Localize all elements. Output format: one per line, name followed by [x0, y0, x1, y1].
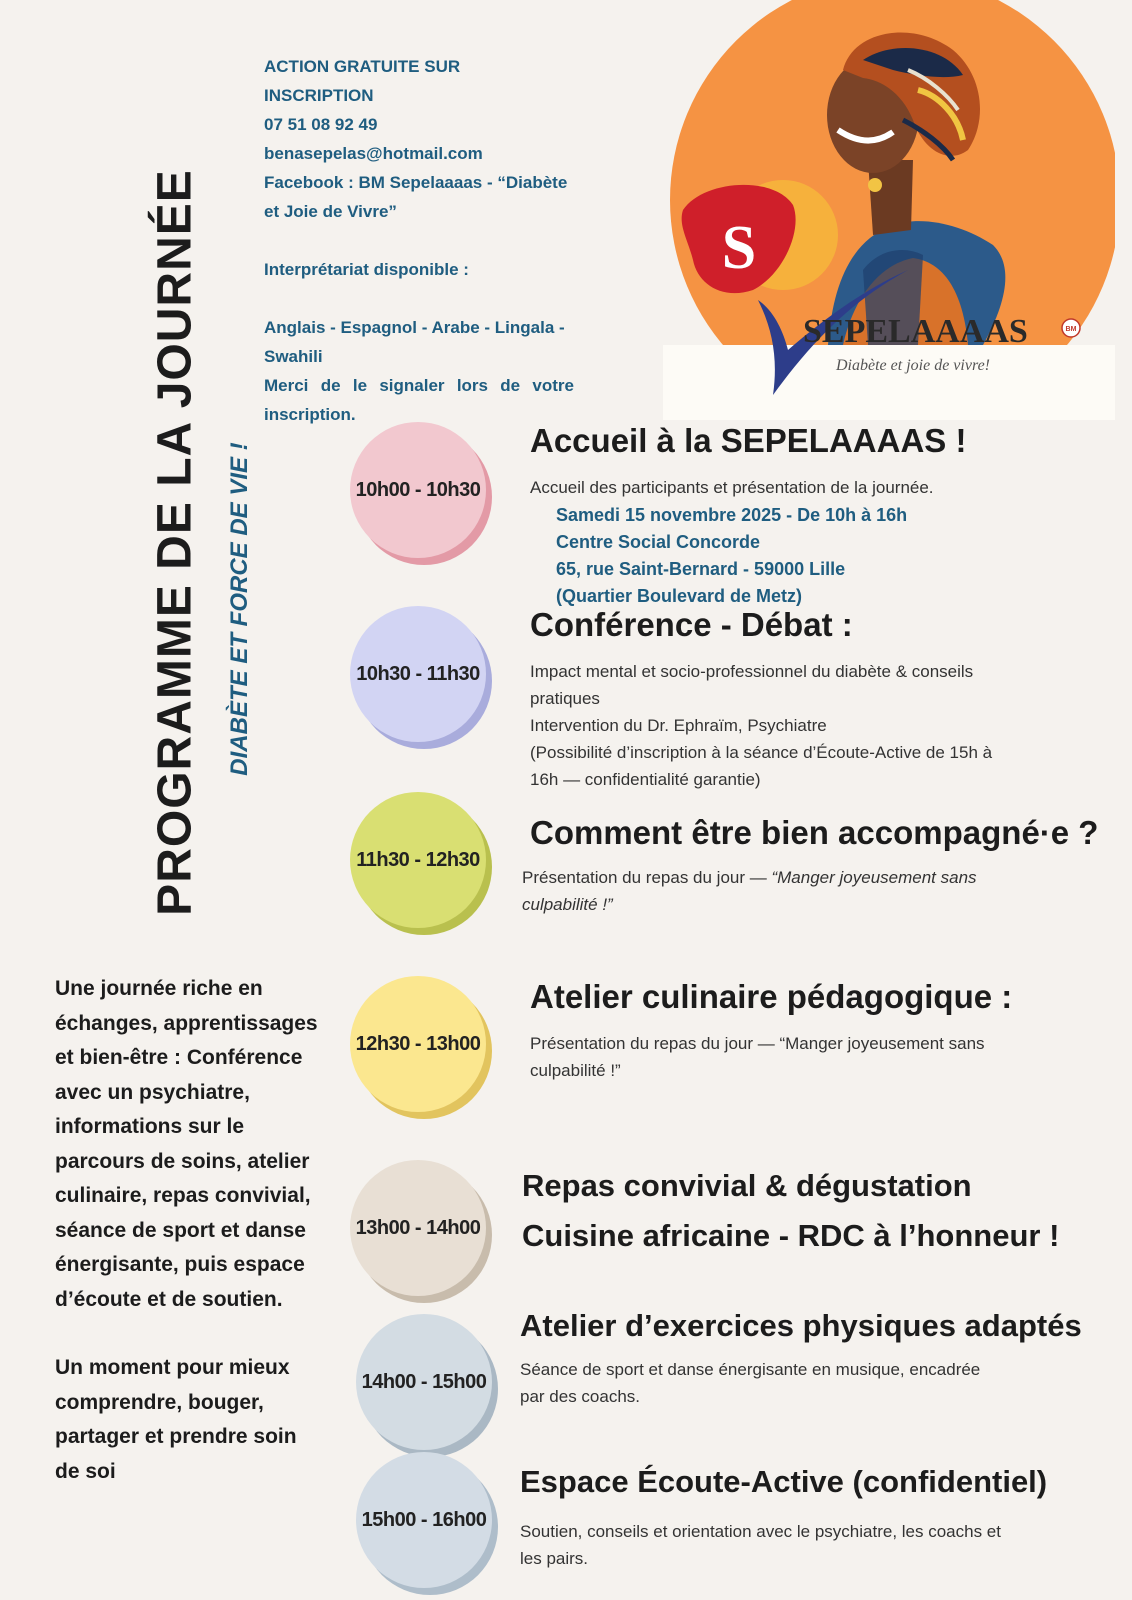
item-title-meal: Repas convivial & dégustation	[522, 1168, 972, 1203]
logo-illustration	[663, 0, 1115, 420]
event-address: 65, rue Saint-Bernard - 59000 Lille	[556, 559, 846, 579]
item-title-support: Comment être bien accompagné·e ?	[530, 814, 1099, 851]
email-address: benasepelas@hotmail.com	[264, 144, 483, 163]
summary-paragraph-2: Un moment pour mieux comprendre, bouger, partager et prendre soin de soi	[55, 1356, 297, 1483]
conference-speaker: Intervention du Dr. Ephraïm, Psychiatre	[530, 716, 827, 735]
registration-note: Merci de le signaler lors de votre inscription.	[264, 376, 574, 424]
item-desc-exercise: Séance de sport et danse énergisante en musique, encadrée par des coachs.	[520, 1360, 981, 1406]
summary-block	[55, 972, 325, 1489]
item-desc-conference	[530, 658, 1000, 793]
logo-badge: BM	[1065, 326, 1077, 333]
support-desc: Présentation du repas du jour —	[522, 868, 772, 887]
event-district: (Quartier Boulevard de Metz)	[556, 586, 803, 606]
free-action-text: ACTION GRATUITE SUR INSCRIPTION	[264, 57, 461, 105]
interpretation-label: Interprétariat disponible :	[264, 260, 469, 279]
phone-number: 07 51 08 92 49	[264, 115, 378, 134]
page-subtitle: DIABÈTE ET FORCE DE VIE !	[226, 442, 253, 776]
event-venue: Centre Social Concorde	[556, 532, 761, 552]
logo-monogram: S	[721, 214, 757, 282]
time-circle-5: 13h00 - 14h00	[350, 1160, 486, 1296]
page-title: PROGRAMME DE LA JOURNÉE	[148, 169, 202, 916]
time-circle-4: 12h30 - 13h00	[350, 976, 486, 1112]
languages-list: Anglais - Espagnol - Arabe - Lingala - Swahili	[264, 318, 565, 366]
time-circle-3: 11h30 - 12h30	[350, 792, 486, 928]
conference-topic: Impact mental et socio-professionnel du diabète & conseils pratiques	[530, 662, 974, 708]
item-title-conference: Conférence - Débat :	[530, 606, 853, 643]
event-info	[556, 502, 907, 610]
item-title-meal-cuisine: Cuisine africaine - RDC à l’honneur !	[522, 1218, 1060, 1253]
support-quote: “Manger joyeusement sans culpabilité !”	[522, 868, 977, 914]
item-title-exercise: Atelier d’exercices physiques adaptés	[520, 1308, 1082, 1343]
item-title-listening: Espace Écoute-Active (confidentiel)	[520, 1464, 1048, 1499]
facebook-link: Facebook : BM Sepelaaaas - “Diabète et Joie de Vivre”	[264, 173, 568, 221]
logo-tagline: Diabète et joie de vivre!	[836, 357, 990, 374]
event-date: Samedi 15 novembre 2025 - De 10h à 16h	[556, 505, 908, 525]
contact-block	[264, 52, 574, 429]
time-circle-2: 10h30 - 11h30	[350, 606, 486, 742]
sepelaaaas-logo	[663, 0, 1115, 420]
time-circle-1: 10h00 - 10h30	[350, 422, 486, 558]
item-desc-support	[522, 864, 992, 918]
item-desc-listening: Soutien, conseils et orientation avec le psychiatre, les coachs et les pairs.	[520, 1522, 1001, 1568]
time-circle-6: 14h00 - 15h00	[356, 1314, 492, 1450]
time-circle-7: 15h00 - 16h00	[356, 1452, 492, 1588]
item-title-welcome: Accueil à la SEPELAAAAS !	[530, 422, 967, 459]
logo-brand: SEPELAAAAS	[803, 313, 1028, 350]
conference-note: (Possibilité d’inscription à la séance d’Écoute-Active de 15h à 16h — confidentialité garantie)	[530, 743, 993, 789]
summary-paragraph-1: Une journée riche en échanges, apprentissages et bien-être : Conférence avec un psychiatre, informations sur le parcours de soins, atelier culinaire, repas convivial, séance de sport et danse énergisante, puis espace d’écoute et de soutien.	[55, 977, 318, 1311]
item-desc-cooking: Présentation du repas du jour — “Manger joyeusement sans culpabilité !”	[530, 1034, 985, 1080]
item-desc-welcome: Accueil des participants et présentation de la journée.	[530, 478, 934, 497]
item-title-cooking: Atelier culinaire pédagogique :	[530, 978, 1013, 1015]
